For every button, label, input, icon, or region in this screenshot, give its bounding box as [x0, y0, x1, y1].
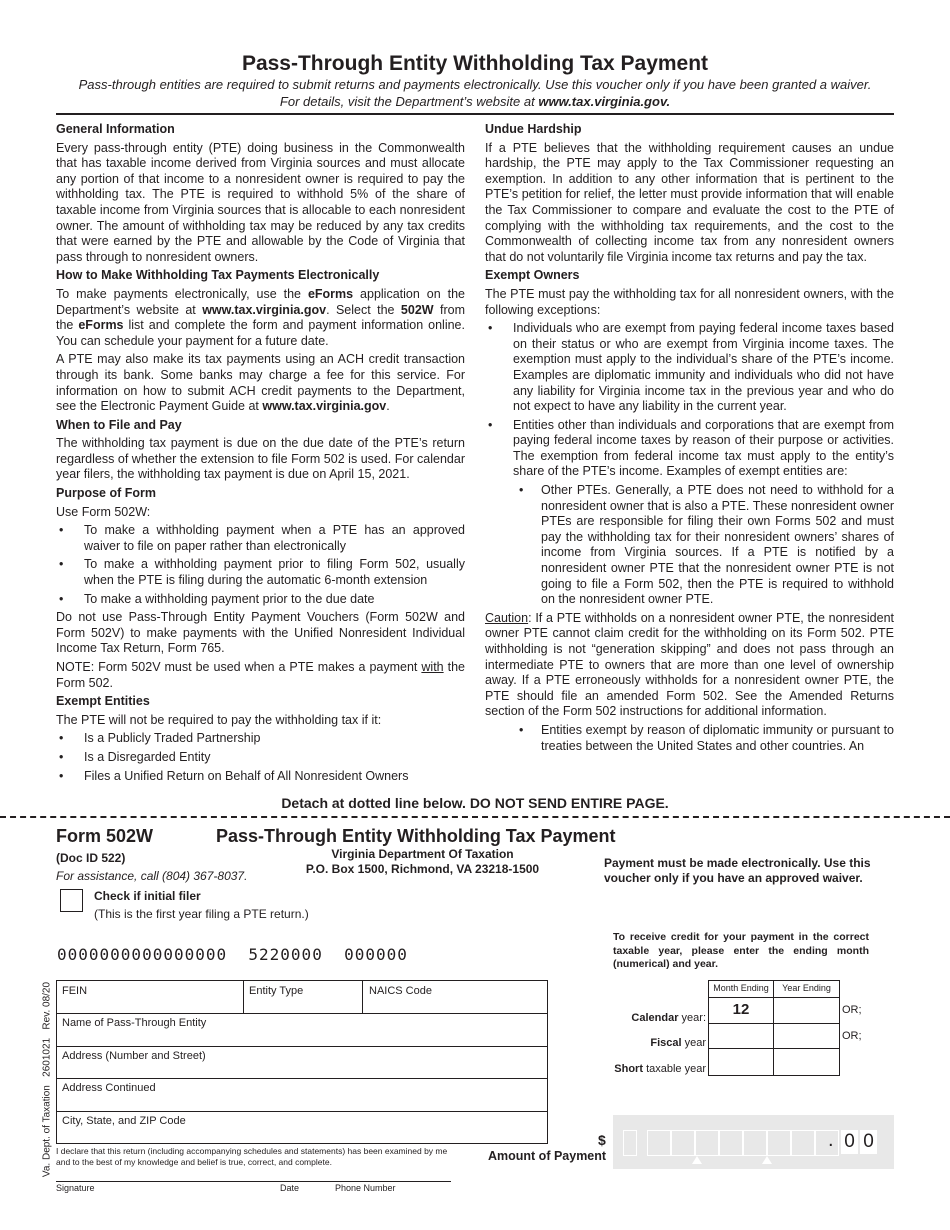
- fein-field[interactable]: FEIN: [62, 985, 88, 997]
- divider: [362, 980, 363, 1013]
- digit-box: [815, 1130, 839, 1156]
- naics-code-field[interactable]: NAICS Code: [369, 985, 432, 997]
- digit-box: [671, 1130, 695, 1156]
- how-text: To make payments electronically, use the: [56, 286, 308, 301]
- calendar-month-value[interactable]: 12: [732, 1001, 750, 1018]
- calendar-rest: year:: [678, 1012, 706, 1024]
- subtitle-url: www.tax.virginia.gov.: [538, 94, 671, 109]
- amount-input[interactable]: [613, 1115, 894, 1169]
- bullet-text: Entities exempt by reason of diplomatic immunity or pursuant to treaties between the United States and other countries. An: [541, 722, 894, 753]
- credit-note: To receive credit for your payment in the correct taxable year, please enter the ending month (numerical) and year.: [613, 931, 869, 970]
- divider: [56, 1078, 548, 1079]
- how-text: . Select the: [326, 302, 401, 317]
- electronic-note: Payment must be made electronically. Use this voucher only if you have an approved waiver.: [604, 856, 871, 885]
- eforms-text: eForms: [78, 318, 124, 333]
- purpose-intro: Use Form 502W:: [56, 504, 151, 519]
- exempt-intro: The PTE will not be required to pay the withholding tax if it:: [56, 712, 382, 727]
- divider: [243, 980, 244, 1013]
- exempt-owners-heading: Exempt Owners: [485, 268, 580, 283]
- initial-filer-label: Check if initial filer: [94, 889, 201, 903]
- digit-box: [767, 1130, 791, 1156]
- assistance-text: For assistance, call (804) 367-8037.: [56, 869, 248, 883]
- address-continued-field[interactable]: Address Continued: [62, 1082, 156, 1094]
- divider: [56, 1046, 548, 1047]
- entity-type-field[interactable]: Entity Type: [249, 985, 304, 997]
- divider: [56, 1013, 548, 1014]
- note-part: the Form 502.: [56, 660, 465, 690]
- owners-intro: The PTE must pay the withholding tax for all nonresident owners, with the following exceptions:: [485, 286, 894, 317]
- fiscal-year-label: [580, 1037, 706, 1049]
- signature-label: Signature: [56, 1183, 95, 1193]
- fiscal-month-input[interactable]: [708, 1024, 774, 1048]
- when-text: The withholding tax payment is due on the due date of the PTE’s return regardless of whether the extension to file Form 502 is used. For calendar year filers, the withholding tax payment is due on April 15, 2021.: [56, 436, 465, 482]
- digit-box: [743, 1130, 767, 1156]
- list-item: • Entities exempt by reason of diplomatic immunity or pursuant to treaties between the United States and other countries. An: [519, 722, 894, 753]
- subtitle-line2: [0, 94, 950, 109]
- how-text: from the: [56, 302, 465, 333]
- general-text: Every pass-through entity (PTE) doing business in the Commonwealth that has taxable income derived from Virginia sources and must allocate any portion of that income to a nonresident owner is required to pay the withholding tax. The PTE is required to withhold 5% of the share of taxable income from Virginia sources that is allocable to each nonresident owner. The amount of withholding tax may be reduced by any tax credits that were earned by the PTE and allowable by the Code of Virginia that pass through to nonresident owners.: [56, 140, 465, 264]
- address-field[interactable]: Address (Number and Street): [62, 1050, 206, 1062]
- digit-box: [695, 1130, 719, 1156]
- general-heading: General Information: [56, 122, 175, 136]
- how-text: A PTE may also make its tax payments using an ACH credit transaction through its bank. Some banks may charge a fee for this service. For information on how to submit ACH credit payments to the Department, see the Electronic Payment Guide at: [56, 352, 465, 414]
- voucher-title: Pass-Through Entity Withholding Tax Payment: [216, 826, 616, 846]
- city-state-zip-field[interactable]: City, State, and ZIP Code: [62, 1115, 186, 1127]
- initial-filer-sub: (This is the first year filing a PTE return.): [94, 907, 309, 921]
- bullet-text: Entities other than individuals and corporations that are exempt from paying federal income taxes by reason of their purpose or activities. The exemption from federal income tax must apply to the entity’s share of the PTE’s income. Examples of exempt entities are:: [513, 417, 894, 479]
- bullet-text: Other PTEs. Generally, a PTE does not need to withhold for a nonresident owner that is also a PTE. These nonresident owner PTEs are responsible for filing their own Forms 502 and must pay the withholding tax for their nonresident owners’ shares of income from Virginia sources. If a PTE is notified by a nonresident owner PTE that the nonresident owner PTE is not going to file a Form 502, then the PTE is required to withhold on the nonresident owner PTE.: [541, 483, 894, 607]
- digit-box: [719, 1130, 743, 1156]
- digit-box: [791, 1130, 815, 1156]
- list-item: • To make a withholding payment prior to the due date: [59, 591, 375, 606]
- bullet-text: Files a Unified Return on Behalf of All Nonresident Owners: [84, 768, 409, 783]
- signature-line[interactable]: [56, 1181, 451, 1182]
- calendar-year-input[interactable]: [774, 998, 839, 1022]
- undue-heading: Undue Hardship: [485, 122, 582, 136]
- detach-line: [0, 816, 950, 818]
- fiscal-bold: Fiscal: [650, 1037, 682, 1049]
- how-heading: How to Make Withholding Tax Payments Electronically: [56, 268, 380, 283]
- note-text: [56, 660, 465, 691]
- fiscal-rest: year: [681, 1037, 706, 1049]
- how-text: list and complete the form and payment information online. You can schedule your payment for a future date.: [56, 318, 465, 348]
- department-address: P.O. Box 1500, Richmond, VA 23218-1500: [305, 862, 540, 876]
- bullet-text: Individuals who are exempt from paying federal income taxes based on their status or who are exempt from Virginia income taxes. The exemption must apply to the individual’s share of the PTE’s income. Examples are diplomatic immunity and individuals who did not have any liability for Virginia income tax in the previous year and who do not expect to have any liability in the current year.: [513, 321, 894, 414]
- digit-box: [623, 1130, 637, 1156]
- calendar-year-label: [580, 1012, 706, 1024]
- page-title: Pass-Through Entity Withholding Tax Payment: [241, 52, 709, 75]
- form-number: Form 502W: [56, 826, 154, 846]
- list-item: • Individuals who are exempt from paying federal income taxes based on their status or who are exempt from Virginia income taxes. The exemption must apply to the individual’s share of the PTE’s income. Examples are diplomatic immunity and individuals who did not have any liability for Virginia income tax in the previous year and who do not expect to have any liability in the current year.: [488, 321, 894, 414]
- right-column: [485, 120, 894, 782]
- initial-filer-checkbox[interactable]: [60, 889, 83, 912]
- side-revision-text: Va. Dept. of Taxation 2601021 Rev. 08/20: [41, 981, 53, 1178]
- comma-marker-icon: [692, 1156, 702, 1164]
- department-name: Virginia Department Of Taxation: [331, 847, 514, 861]
- phone-label: Phone Number: [335, 1183, 396, 1193]
- list-item: • Is a Disregarded Entity: [59, 749, 211, 764]
- how-paragraph-2: [56, 352, 465, 414]
- how-text: .: [386, 399, 390, 414]
- purpose-heading: Purpose of Form: [56, 486, 157, 501]
- bullet-text: Is a Publicly Traded Partnership: [84, 731, 261, 746]
- bullet-text: Is a Disregarded Entity: [84, 749, 211, 764]
- website-text: www.tax.virginia.gov: [262, 399, 387, 414]
- cents-digit: 0: [860, 1130, 877, 1154]
- list-item: • Files a Unified Return on Behalf of All Nonresident Owners: [59, 768, 409, 783]
- header-rule: [56, 113, 894, 115]
- caution-body: : If a PTE withholds on a nonresident owner PTE, the nonresident owner PTE cannot claim credit for the withholding on its Form 502. PTE withholding is not “generation skipping” and does not pass through an intermediate PTE to owners that are more than one level of ownership away. If a PTE erroneously withholds for a nonresident owner PTE, the PTE should file an amended Form 502. See the Amended Returns section of the Form 502 instructions for additional information.: [485, 610, 894, 719]
- divider: [56, 1111, 548, 1112]
- digit-box: [647, 1130, 671, 1156]
- comma-marker-icon: [762, 1156, 772, 1164]
- caution-text: [485, 611, 894, 720]
- note-part: NOTE: Form 502V must be used when a PTE makes a payment: [56, 660, 422, 674]
- bullet-text: To make a withholding payment prior to the due date: [84, 591, 375, 606]
- short-month-input[interactable]: [708, 1049, 774, 1074]
- list-item: • Other PTEs. Generally, a PTE does not need to withhold for a nonresident owner that is also a PTE. These nonresident owner PTEs are responsible for filing their own Forms 502 and must pay the withholding tax for their nonresident owners’ shares of income from Virginia sources. If a PTE is notified by a nonresident owner PTE that the nonresident owner PTE is not going to file a Form 502, then the PTE is required to withhold on the nonresident owner PTE.: [519, 483, 894, 607]
- year-ending-header: Year Ending: [782, 983, 831, 993]
- exempt-entities-heading: Exempt Entities: [56, 694, 150, 709]
- purpose-paragraph-2: Do not use Pass-Through Entity Payment Vouchers (Form 502W and Form 502V) to make payments with the Unified Nonresident Individual Income Tax Return, Form 765.: [56, 610, 465, 656]
- bullet-text: To make a withholding payment when a PTE has an approved waiver to file on paper rather than electronically: [84, 523, 465, 553]
- bullet-text: To make a withholding payment prior to filing Form 502, usually when the PTE is filing during the automatic 6-month extension: [84, 557, 465, 588]
- detach-instruction: Detach at dotted line below. DO NOT SEND ENTIRE PAGE.: [281, 795, 669, 811]
- undue-text: If a PTE believes that the withholding requirement causes an undue hardship, the PTE may apply to the Tax Commissioner requesting an exemption. In addition to any other information that is pertinent to the PTE’s petition for relief, the letter must provide information that will enable the Tax Commissioner to compare and evaluate the cost to the PTE of complying with the withholding tax requirements, and the cost to the Commonwealth of collecting income tax from any nonresident owners that do not voluntarily file Virginia income tax returns and pay the tax.: [485, 140, 894, 264]
- list-item: • Is a Publicly Traded Partnership: [59, 731, 261, 746]
- short-year-input[interactable]: [774, 1049, 839, 1074]
- how-text: application on the Department’s website at: [56, 286, 465, 317]
- or-label: OR;: [842, 1030, 862, 1042]
- list-item: • Entities other than individuals and corporations that are exempt from paying federal income taxes by reason of their purpose or activities. The exemption from federal income tax must apply to the entity’s share of the PTE’s income. Examples of exempt entities are:: [488, 417, 894, 479]
- short-year-label: [580, 1063, 706, 1075]
- scan-line: 0000000000000000 5220000 000000: [57, 945, 408, 964]
- fiscal-year-input[interactable]: [774, 1024, 839, 1048]
- form-502w-text: 502W: [400, 302, 434, 317]
- dollar-sign: $: [598, 1132, 606, 1148]
- short-bold: Short: [614, 1063, 644, 1075]
- entity-name-field[interactable]: Name of Pass-Through Entity: [62, 1017, 207, 1029]
- short-rest: taxable year: [643, 1063, 706, 1075]
- declaration-text: I declare that this return (including accompanying schedules and statements) has been examined by me and to the best of my knowledge and belief is true, correct, and complete.: [56, 1146, 448, 1167]
- calendar-bold: Calendar: [631, 1012, 679, 1024]
- doc-id: (Doc ID 522): [56, 851, 126, 865]
- cents-digit: 0: [841, 1130, 858, 1154]
- list-item: • To make a withholding payment prior to filing Form 502, usually when the PTE is filing during the automatic 6-month extension: [59, 557, 465, 588]
- amount-label: Amount of Payment: [488, 1149, 607, 1163]
- month-ending-header: Month Ending: [713, 983, 769, 993]
- left-column: [56, 120, 465, 787]
- when-heading: When to File and Pay: [56, 417, 182, 432]
- decimal-point: .: [828, 1129, 834, 1151]
- subtitle-prefix: For details, visit the Department’s website at: [279, 94, 539, 109]
- or-label: OR;: [842, 1004, 862, 1016]
- subtitle-line1: Pass-through entities are required to submit returns and payments electronically. Use this voucher only if you have been granted a waiver.: [78, 77, 872, 92]
- caution-label: Caution: [485, 610, 529, 625]
- note-underline: with: [421, 660, 444, 674]
- date-label: Date: [280, 1183, 300, 1193]
- list-item: • To make a withholding payment when a PTE has an approved waiver to file on paper rather than electronically: [59, 523, 465, 553]
- eforms-text: eForms: [307, 286, 354, 301]
- how-paragraph-1: [56, 287, 465, 349]
- website-text: www.tax.virginia.gov: [202, 302, 327, 317]
